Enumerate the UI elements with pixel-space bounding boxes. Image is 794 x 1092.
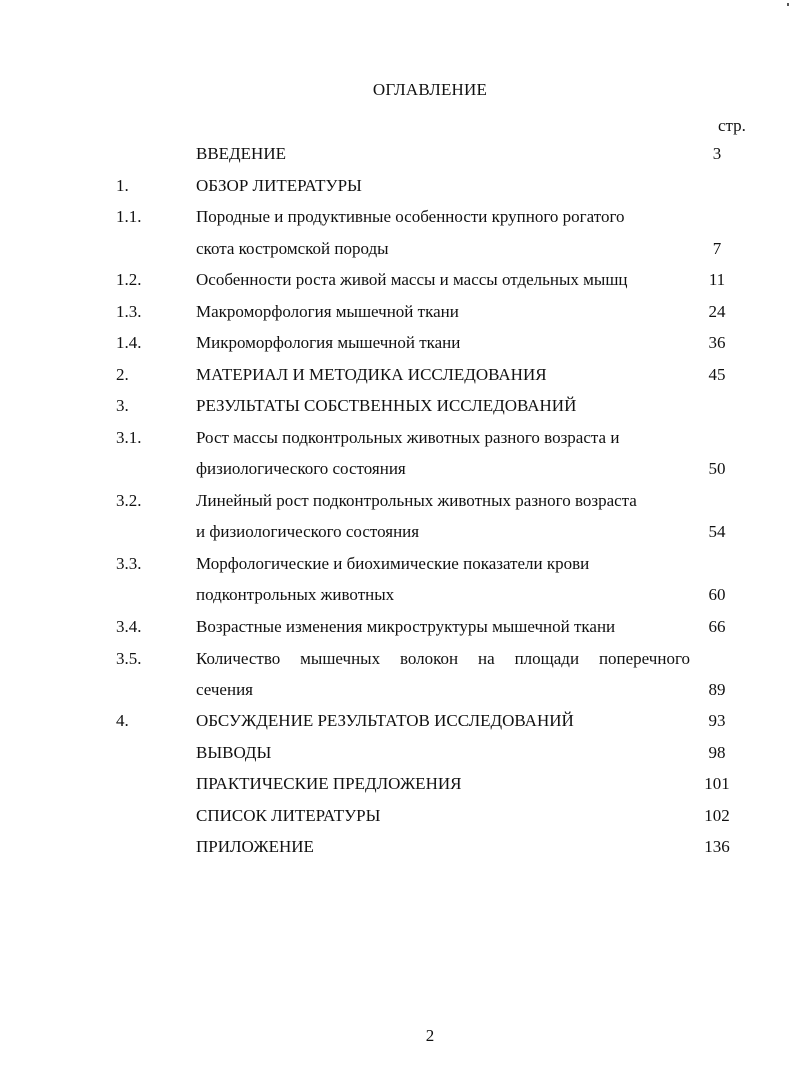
toc-title: Количество мышечных волокон на площади поперечного <box>196 649 690 668</box>
toc-page: 136 <box>704 837 730 856</box>
toc-row <box>0 742 794 764</box>
toc-page: 93 <box>708 711 726 730</box>
page-number: 2 <box>425 1026 435 1045</box>
toc-row <box>0 616 794 638</box>
toc-title: скота костромской породы <box>196 239 389 258</box>
page-title: ОГЛАВЛЕНИЕ <box>372 80 488 99</box>
toc-page: 102 <box>704 806 730 825</box>
toc-title: и физиологического состояния <box>196 522 420 541</box>
toc-title: ПРИЛОЖЕНИЕ <box>196 837 314 856</box>
toc-row <box>0 553 794 575</box>
toc-number: 3.1. <box>116 428 142 447</box>
toc-title: РЕЗУЛЬТАТЫ СОБСТВЕННЫХ ИССЛЕДОВАНИЙ <box>196 396 577 415</box>
toc-row <box>0 679 794 701</box>
toc-number: 1.1. <box>116 207 142 226</box>
toc-row <box>0 458 794 480</box>
toc-title: подконтрольных животных <box>196 585 395 604</box>
toc-title: Возрастные изменения микроструктуры мышечной ткани <box>196 617 616 636</box>
toc-title: Рост массы подконтрольных животных разного возраста и <box>196 428 620 447</box>
toc-row <box>0 648 794 670</box>
toc-title: физиологического состояния <box>196 459 406 478</box>
toc-row <box>0 301 794 323</box>
toc-page: 54 <box>708 522 726 541</box>
toc-row <box>0 269 794 291</box>
toc-title: Линейный рост подконтрольных животных разного возраста <box>196 491 637 510</box>
toc-title: ВЫВОДЫ <box>196 743 272 762</box>
toc-title: ОБЗОР ЛИТЕРАТУРЫ <box>196 176 362 195</box>
toc-row <box>0 332 794 354</box>
scan-mark <box>787 3 789 6</box>
toc-number: 2. <box>116 365 129 384</box>
toc-page: 24 <box>708 302 726 321</box>
toc-number: 1.4. <box>116 333 142 352</box>
toc-row <box>0 175 794 197</box>
toc-page: 7 <box>712 239 722 258</box>
toc-row <box>0 490 794 512</box>
toc-number: 3.3. <box>116 554 142 573</box>
toc-number: 1. <box>116 176 129 195</box>
toc-title: Макроморфология мышечной ткани <box>196 302 459 321</box>
toc-row <box>0 584 794 606</box>
toc-number: 3.5. <box>116 649 142 668</box>
page-column-label: стр. <box>718 116 746 135</box>
toc-page: 45 <box>708 365 726 384</box>
toc-row <box>0 206 794 228</box>
toc-row <box>0 521 794 543</box>
toc-title: Морфологические и биохимические показатели крови <box>196 554 590 573</box>
toc-title: Породные и продуктивные особенности крупного рогатого <box>196 207 625 226</box>
toc-page: 36 <box>708 333 726 352</box>
toc-page: 89 <box>708 680 726 699</box>
toc-number: 1.2. <box>116 270 142 289</box>
toc-number: 1.3. <box>116 302 142 321</box>
toc-title: сечения <box>196 680 253 699</box>
toc-number: 3.4. <box>116 617 142 636</box>
toc-page: 11 <box>708 270 726 289</box>
toc-number: 3. <box>116 396 129 415</box>
toc-row <box>0 364 794 386</box>
toc-title: Особенности роста живой массы и массы отдельных мышц <box>196 270 628 289</box>
toc-page: 101 <box>704 774 730 793</box>
toc-page: 66 <box>708 617 726 636</box>
toc-row <box>0 143 794 165</box>
toc-title: Микроморфология мышечной ткани <box>196 333 461 352</box>
toc-row <box>0 836 794 858</box>
toc-row <box>0 427 794 449</box>
toc-row <box>0 805 794 827</box>
toc-number: 3.2. <box>116 491 142 510</box>
toc-title: ПРАКТИЧЕСКИЕ ПРЕДЛОЖЕНИЯ <box>196 774 462 793</box>
toc-row <box>0 238 794 260</box>
toc-page: 50 <box>708 459 726 478</box>
toc-title: ОБСУЖДЕНИЕ РЕЗУЛЬТАТОВ ИССЛЕДОВАНИЙ <box>196 711 574 730</box>
toc-title: СПИСОК ЛИТЕРАТУРЫ <box>196 806 381 825</box>
toc-page: 3 <box>712 144 722 163</box>
toc-row <box>0 710 794 732</box>
toc-title: ВВЕДЕНИЕ <box>196 144 286 163</box>
toc-title: МАТЕРИАЛ И МЕТОДИКА ИССЛЕДОВАНИЯ <box>196 365 547 384</box>
toc-row <box>0 395 794 417</box>
toc-number: 4. <box>116 711 129 730</box>
toc-page: 98 <box>708 743 726 762</box>
toc-page: 60 <box>708 585 726 604</box>
toc-row <box>0 773 794 795</box>
